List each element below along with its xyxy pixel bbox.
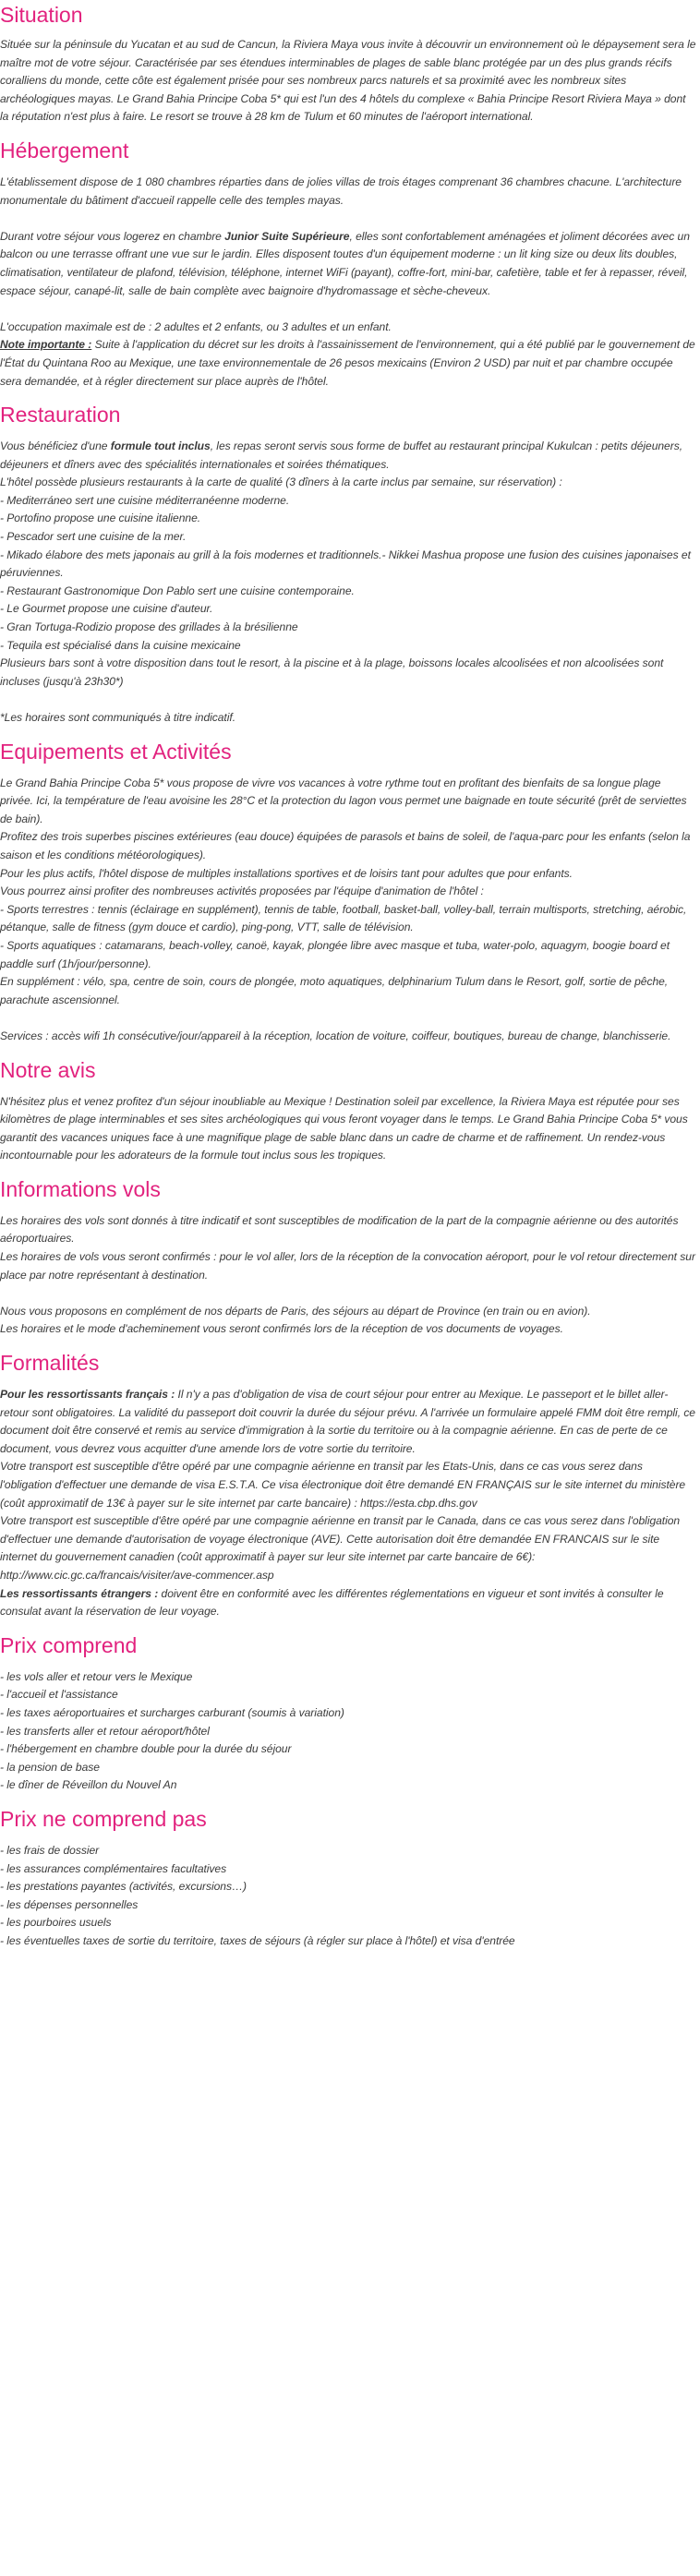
etrangers-label: Les ressortissants étrangers : [0,1586,159,1600]
francais-label: Pour les ressortissants français : [0,1388,175,1402]
heading-avis: Notre avis [0,1057,96,1082]
heading-hebergement: Hébergement [0,138,129,163]
section-formalites [0,1339,696,1621]
restauration-bars: Plusieurs bars sont à votre disposition dans tout le resort, à la piscine et à la plage, boissons locales alcoolisées et non alcoolisées sont incluses (jusqu'à 23h30*) [0,656,664,688]
heading-prix-comprend: Prix comprend [0,1632,138,1657]
hebergement-p2 [0,228,696,300]
list-item: - les dépenses personnelles [0,1897,139,1911]
list-item: - Restaurant Gastronomique Don Pablo sert une cuisine contemporaine. [0,584,355,597]
list-item: - l'hébergement en chambre double pour la durée du séjour [0,1742,292,1756]
formula-label: formule tout inclus [110,439,211,453]
note-text: Suite à l'application du décret sur les droits à l'assainissement de l'environnement, qui a été publié par le gouvernement de l'État du Quintana Roo au Mexique, une taxe environnementale de 26 pesos mexicains (Environ 2 USD) par nuit et par chambre occupée sera demandée, et à régler directement sur place auprès de l'hôtel. [0,338,695,388]
heading-restauration: Restauration [0,403,121,427]
heading-formalites: Formalités [0,1351,100,1376]
francais-text: Il n'y a pas d'obligation de visa de court séjour pour entrer au Mexique. Le passeport et le billet aller-retour sont obligatoires. La validité du passeport doit couvrir la durée du séjour prévu. A l'arrivée un formulaire appelé FMM doit être rempli, ce document doit être conservé et remis au service d'immigration à la sortie du territoire ou à la compagnie aérienne. En cas de perte de ce document, vous devrez vous acquitter d'une amende lors de votre sortie du territoire. [0,1388,695,1455]
equipements-p7: En supplément : vélo, spa, centre de soin, cours de plongée, moto aquatiques, delphinarium Tulum dans le Resort, golf, sortie de pêche, parachute ascensionnel. [0,975,669,1006]
formalites-francais [0,1386,696,1458]
restauration-intro [0,438,696,474]
equipements-p8: Services : accès wifi 1h consécutive/jour/appareil à la réception, location de voiture, coiffeur, boutiques, bureau de change, blanchisserie. [0,1029,671,1042]
included-list [0,1668,696,1795]
list-item: - les pourboires usuels [0,1916,112,1930]
situation-text: Située sur la péninsule du Yucatan et au sud de Cancun, la Riviera Maya vous invite à découvrir un environnement où le dépaysement sera le maître mot de votre séjour. Caractérisée par ses étendues interminables de plages de sable blanc protégée par un des plus grands récifs coralliens du monde, cette côte est également prisée pour ses nombreux parcs naturels et sa proximité avec les nombreux sites archéologiques mayas. Le Grand Bahia Principe Coba 5* qui est l'un des 4 hôtels du complexe « Bahia Principe Resort Riviera Maya » dont la réputation n'est plus à faire. Le resort se trouve à 28 km de Tulum et 60 minutes de l'aéroport international. [0,38,696,124]
section-equipements [0,728,696,1046]
formalites-canada: Votre transport est susceptible d'être opéré par une compagnie aérienne en transit par le Canada, dans ce cas vous serez dans l'obligation d'effectuer une demande d'autorisation de voyage électronique (AVE). Cette autorisation doit être demandée EN FRANCAIS sur le site internet du gouvernement canadien (coût approximatif à payer sur leur site internet par carte bancaire de 6€): http://www.cic.gc.ca/francais/visiter/ave-commencer.asp [0,1514,681,1582]
etrangers-text: doivent être en conformité avec les différentes réglementations en vigueur et sont invités à consulter le consulat avant la réservation de leur voyage. [0,1586,664,1619]
section-prix-ne-comprend [0,1795,696,1951]
room-type: Junior Suite Supérieure [224,229,350,243]
equipements-p3: Pour les plus actifs, l'hôtel dispose de multiples installations sportives et de loisirs tant pour adultes que pour enfants. [0,866,573,880]
heading-prix-ne-comprend: Prix ne comprend pas [0,1806,207,1831]
section-prix-comprend [0,1621,696,1795]
list-item: - Tequila est spécialisé dans la cuisine mexicaine [0,638,241,652]
restauration-intro-before: Vous bénéficiez d'une [0,439,111,453]
list-item: - les taxes aéroportuaires et surcharges carburant (soumis à variation) [0,1705,344,1719]
list-item: - Mediterráneo sert une cuisine méditerranéenne moderne. [0,493,290,507]
list-item: - les assurances complémentaires facultatives [0,1861,227,1875]
excluded-list [0,1842,696,1951]
heading-vols: Informations vols [0,1176,161,1201]
equipements-p1: Le Grand Bahia Principe Coba 5* vous propose de vivre vos vacances à votre rythme tout en profitant des bienfaits de sa longue plage privée. Ici, la température de l'eau avoisine les 28°C et la protection du lagon vous permet une baignade en toute sécurité (prêt de serviettes de bain). [0,776,687,825]
heading-situation: Situation [0,3,83,27]
list-item: - les transferts aller et retour aéroport/hôtel [0,1724,210,1738]
list-item: - les éventuelles taxes de sortie du territoire, taxes de séjours (à régler sur place à l'hôtel) et visa d'entrée [0,1933,515,1947]
equipements-p4: Vous pourrez ainsi profiter des nombreuses activités proposées par l'équipe d'animation de l'hôtel : [0,885,484,898]
list-item: - Le Gourmet propose une cuisine d'auteur. [0,602,213,616]
section-situation [0,0,696,126]
vols-p3: Nous vous proposons en complément de nos départs de Paris, des séjours au départ de Province (en train ou en avion). [0,1304,591,1318]
equipements-p6: - Sports aquatiques : catamarans, beach-volley, canoë, kayak, plongée libre avec masque et tuba, water-polo, aquagym, boogie board et paddle surf (1h/jour/personne). [0,938,670,970]
section-vols [0,1165,696,1339]
restaurant-list [0,492,696,655]
note-label: Note importante : [0,338,92,352]
list-item: - Mikado élabore des mets japonais au grill à la fois modernes et traditionnels.- Nikkei Mashua propose une fusion des cuisines japonaises et péruviennes. [0,548,691,580]
equipements-p5: - Sports terrestres : tennis (éclairage en supplément), tennis de table, football, basket-ball, volley-ball, terrain multisports, stretching, aérobic, pétanque, salle de fitness (gym douce et cardio), ping-pong, VTT, salle de télévision. [0,902,687,934]
hebergement-p2-before: Durant votre séjour vous logerez en chambre [0,229,225,243]
section-restauration [0,391,696,728]
section-avis [0,1046,696,1165]
avis-text: N'hésitez plus et venez profitez d'un séjour inoubliable au Mexique ! Destination soleil par excellence, la Riviera Maya est réputée pour ses kilomètres de plage interminables et ses sites archéologiques qui vous feront voyager dans le temps. Le Grand Bahia Principe Coba 5* vous garantit des vacances uniques face à une magnifique plage de sable blanc dans un cadre de charme et de raffinement. Un rendez-vous incontournable pour les adorateurs de la formule tout inclus sous les tropiques. [0,1094,688,1162]
hebergement-p2-after: , elles sont confortablement aménagées et joliment décorées avec un balcon ou une terrasse offrant une vue sur le jardin. Elles disposent toutes d'un équipement moderne : un lit king size ou deux lits doubles, climatisation, ventilateur de plafond, télévision, téléphone, internet WiFi (payant), coffre-fort, mini-bar, cafetière, table et fer à repasser, réveil, espace séjour, canapé-lit, salle de bain complète avec baignoire d'hydromassage et sèche-cheveux. [0,229,690,297]
list-item: - Portofino propose une cuisine italienne. [0,512,201,525]
list-item: - le dîner de Réveillon du Nouvel An [0,1778,177,1792]
equipements-p2: Profitez des trois superbes piscines extérieures (eau douce) équipées de parasols et bains de soleil, de l'aqua-parc pour les enfants (selon la saison et les conditions météorologiques). [0,830,691,861]
formalites-etrangers [0,1585,696,1621]
restauration-note: *Les horaires sont communiqués à titre indicatif. [0,711,236,724]
vols-p2: Les horaires de vols vous seront confirmés : pour le vol aller, lors de la réception de la convocation aéroport, pour le vol retour directement sur place par notre représentant à destination. [0,1250,695,1282]
heading-equipements: Equipements et Activités [0,739,232,764]
section-hebergement [0,126,696,391]
list-item: - Pescador sert une cuisine de la mer. [0,530,187,544]
list-item: - les prestations payantes (activités, excursions…) [0,1880,247,1894]
hebergement-occupancy: L'occupation maximale est de : 2 adultes et 2 enfants, ou 3 adultes et un enfant. [0,319,392,333]
list-item: - les frais de dossier [0,1843,100,1857]
list-item: - la pension de base [0,1760,100,1774]
vols-p4: Les horaires et le mode d'acheminement vous seront confirmés lors de la réception de vos documents de voyages. [0,1322,563,1336]
restauration-intro-after: , les repas seront servis sous forme de buffet au restaurant principal Kukulcan : petits déjeuners, déjeuners et dîners avec des spécialités internationales et soirées thématiques. [0,439,683,471]
list-item: - Gran Tortuga-Rodizio propose des grillades à la brésilienne [0,620,298,634]
hebergement-p1: L'établissement dispose de 1 080 chambres réparties dans de jolies villas de trois étages comprenant 36 chambres chacune. L'architecture monumentale du bâtiment d'accueil rappelle celle des temples mayas. [0,175,682,207]
list-item: - les vols aller et retour vers le Mexique [0,1669,193,1683]
formalites-usa: Votre transport est susceptible d'être opéré par une compagnie aérienne en transit par les Etats-Unis, dans ce cas vous serez dans l'obligation d'effectuer une demande de visa E.S.T.A. Ce visa électronique doit être demandé EN FRANÇAIS sur le site internet du ministère (coût approximatif de 13€ à payer sur le site internet par carte bancaire) : https://esta.cbp.dhs.gov [0,1460,686,1510]
list-item: - l'accueil et l'assistance [0,1688,118,1702]
vols-p1: Les horaires des vols sont donnés à titre indicatif et sont susceptibles de modification de la part de la compagnie aérienne ou des autorités aéroportuaires. [0,1213,679,1246]
hebergement-note [0,336,696,391]
restauration-line2: L'hôtel possède plusieurs restaurants à la carte de qualité (3 dîners à la carte inclus par semaine, sur réservation) : [0,475,562,489]
